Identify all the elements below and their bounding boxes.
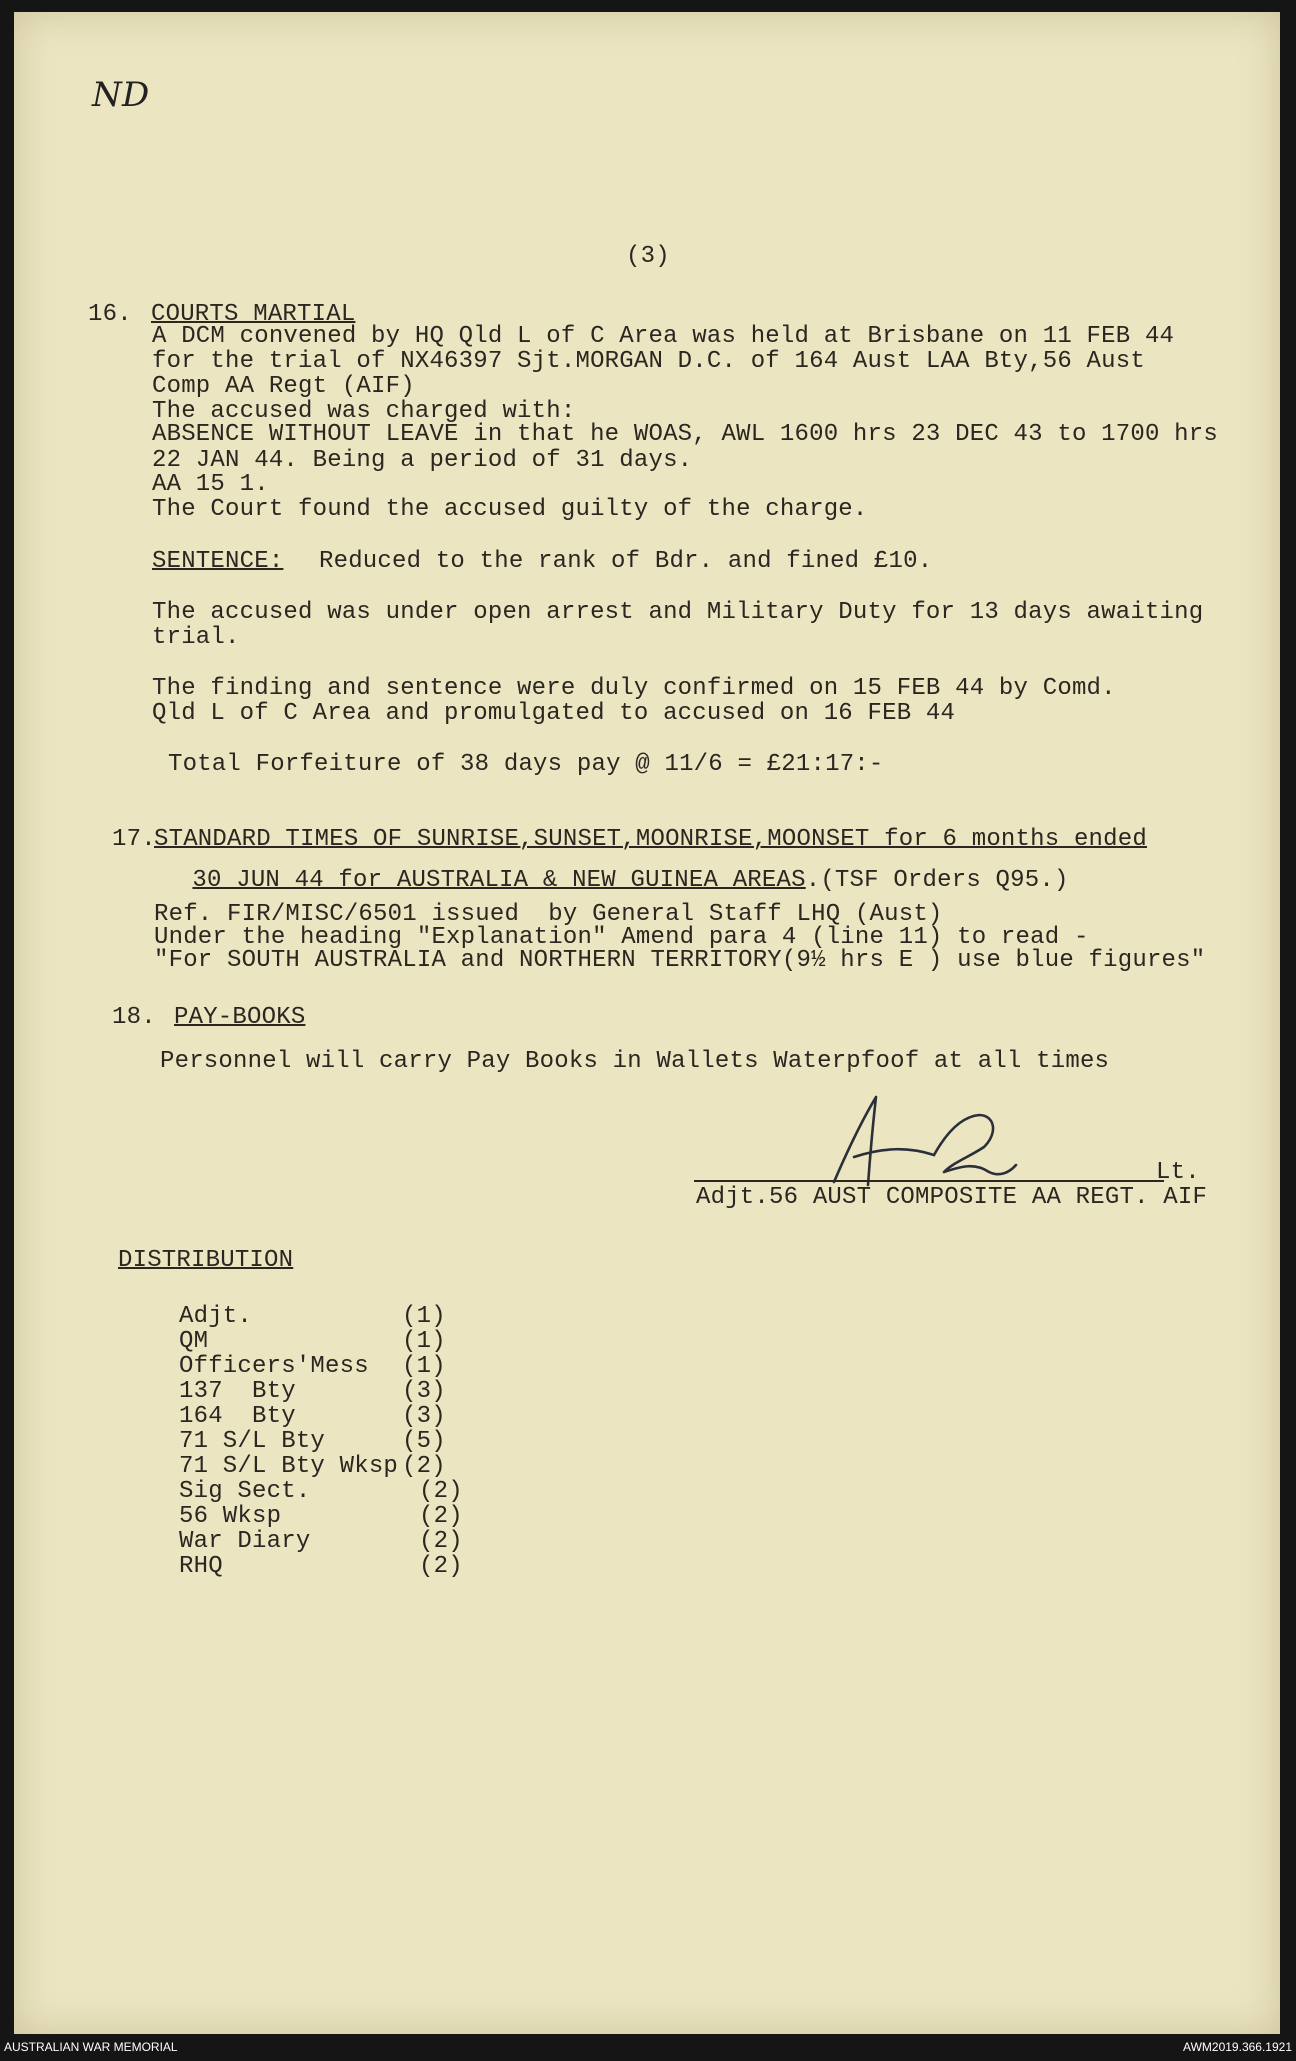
distribution-item-count: (2) (419, 1478, 463, 1505)
distribution-item-count: (2) (419, 1528, 463, 1555)
section17-title-suffix: .(TSF Orders Q95.) (805, 867, 1069, 894)
distribution-item-name: RHQ (179, 1553, 223, 1580)
footer-archive-name: AUSTRALIAN WAR MEMORIAL (4, 2040, 178, 2054)
section17-title-line1: STANDARD TIMES OF SUNRISE,SUNSET,MOONRISE,MOONSET for 6 months ended (154, 826, 1147, 853)
section16-line: for the trial of NX46397 Sjt.MORGAN D.C. of 164 Aust LAA Bty,56 Aust (152, 348, 1145, 375)
section17-line: Under the heading "Explanation" Amend para 4 (line 11) to read - (154, 924, 1089, 951)
document-page (14, 12, 1280, 2034)
distribution-item-name: 71 S/L Bty Wksp (179, 1453, 399, 1480)
distribution-item-name: 71 S/L Bty (179, 1428, 326, 1455)
distribution-item-count: (2) (419, 1553, 463, 1580)
distribution-item-count: (2) (402, 1453, 446, 1480)
section16-line: AA 15 1. (152, 471, 269, 498)
section18-text: Personnel will carry Pay Books in Wallets Waterpfoof at all times (160, 1048, 1110, 1075)
section16-line: 22 JAN 44. Being a period of 31 days. (152, 447, 693, 474)
section18-number: 18. (112, 1004, 156, 1031)
section16-number: 16. (88, 301, 132, 328)
section16-line: Comp AA Regt (AIF) (152, 373, 415, 400)
sentence-text: Reduced to the rank of Bdr. and fined £10. (319, 548, 933, 575)
section16-line: The accused was charged with: (152, 398, 576, 425)
section17-number: 17. (112, 826, 156, 853)
section17-title-line2: 30 JUN 44 for AUSTRALIA & NEW GUINEA AREAS (192, 867, 806, 894)
confirm-line: Qld L of C Area and promulgated to accused on 16 FEB 44 (152, 700, 956, 727)
section17-line: Ref. FIR/MISC/6501 issued by General Staff LHQ (Aust) (154, 901, 943, 928)
distribution-item-name: Officers'Mess (179, 1353, 369, 1380)
distribution-item-name: Adjt. (179, 1303, 253, 1330)
signature-rank: Lt. (1156, 1159, 1200, 1186)
section16-line: A DCM convened by HQ Qld L of C Area was held at Brisbane on 11 FEB 44 (152, 323, 1175, 350)
distribution-heading: DISTRIBUTION (118, 1247, 294, 1274)
distribution-item-count: (3) (402, 1403, 446, 1430)
distribution-item-count: (1) (402, 1328, 446, 1355)
distribution-item-count: (5) (402, 1428, 446, 1455)
signature-line (694, 1180, 1164, 1182)
footer-accession-number: AWM2019.366.1921 (1183, 2040, 1292, 2054)
distribution-item-name: 164 Bty (179, 1403, 296, 1430)
distribution-item-name: 56 Wksp (179, 1503, 282, 1530)
distribution-item-name: 137 Bty (179, 1378, 296, 1405)
section16-line: The Court found the accused guilty of the charge. (152, 496, 868, 523)
section16-line: ABSENCE WITHOUT LEAVE in that he WOAS, AWL 1600 hrs 23 DEC 43 to 1700 hrs (152, 421, 1218, 448)
section18-title: PAY-BOOKS (174, 1004, 306, 1031)
page-number: (3) (626, 243, 670, 270)
arrest-line: The accused was under open arrest and Military Duty for 13 days awaiting (152, 599, 1204, 626)
forfeiture-line: Total Forfeiture of 38 days pay @ 11/6 = £21:17:- (168, 751, 884, 778)
section17-line: "For SOUTH AUSTRALIA and NORTHERN TERRITORY(9½ hrs E ) use blue figures" (154, 947, 1206, 974)
distribution-item-name: QM (179, 1328, 209, 1355)
distribution-item-name: Sig Sect. (179, 1478, 311, 1505)
handwritten-mark: ND (92, 75, 150, 115)
distribution-item-count: (2) (419, 1503, 463, 1530)
distribution-item-count: (3) (402, 1378, 446, 1405)
sentence-label: SENTENCE: (152, 548, 284, 575)
arrest-line: trial. (152, 624, 240, 651)
confirm-line: The finding and sentence were duly confirmed on 15 FEB 44 by Comd. (152, 675, 1116, 702)
distribution-item-count: (1) (402, 1303, 446, 1330)
signature-scrawl (794, 1077, 1054, 1197)
section16-title: COURTS MARTIAL (151, 301, 356, 328)
signature-title: Adjt.56 AUST COMPOSITE AA REGT. AIF (696, 1184, 1208, 1211)
distribution-item-count: (1) (402, 1353, 446, 1380)
distribution-item-name: War Diary (179, 1528, 311, 1555)
